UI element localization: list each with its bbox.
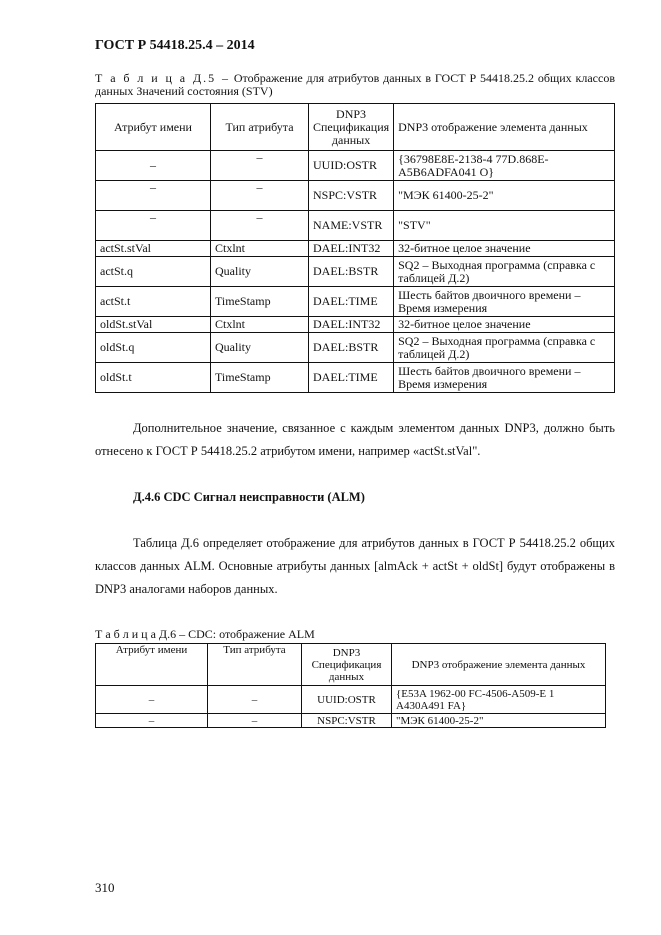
table-row [96,151,615,181]
table-cell: UUID:OSTR [309,151,394,181]
table-cell: DAEL:INT32 [309,241,394,257]
table-row [96,317,615,333]
table5-header-cell: Атрибут имени [96,104,211,151]
paragraph-table6-description: Таблица Д.6 определяет отображение для атрибутов данных в ГОСТ Р 54418.25.2 общих классов данных ALM. Основные атрибуты данных [almAck + actSt + oldSt] будут отображены в DNP3 аналогами наборов данных. [95,536,615,596]
table-cell: actSt.stVal [96,241,211,257]
table-cell: – [211,211,309,241]
table-row [96,287,615,317]
table-cell: oldSt.t [96,363,211,393]
table-cell: Quality [211,333,309,363]
table5-header-row [96,104,615,151]
table5-caption [95,72,615,98]
table6-header-cell: Атрибут имени [96,644,208,686]
table5-header-cell: Тип атрибута [211,104,309,151]
table-cell: Шесть байтов двоичного времени – Время измерения [394,287,615,317]
table-cell: – [96,211,211,241]
table-row [96,241,615,257]
table-cell: – [208,686,302,714]
table-row [96,333,615,363]
table-cell: {36798E8E-2138-4 77D.868E-A5B6ADFA041 O} [394,151,615,181]
table-row [96,686,606,714]
table-cell: Ctxlnt [211,317,309,333]
table6-header-row [96,644,606,686]
table-cell: TimeStamp [211,287,309,317]
table-cell: {E53A 1962-00 FC-4506-A509-E 1 A430A491 FA} [392,686,606,714]
paragraph-additional-value: Дополнительное значение, связанное с каждым элементом данных DNP3, должно быть отнесено к ГОСТ Р 54418.25.2 атрибутом имени, например «actSt.stVal". [95,421,615,458]
table-cell: UUID:OSTR [302,686,392,714]
table6-header-cell: DNP3 Спецификация данных [302,644,392,686]
table-cell: 32-битное целое значение [394,241,615,257]
table-row [96,211,615,241]
table-cell: "МЭК 61400-25-2" [394,181,615,211]
table-cell: oldSt.q [96,333,211,363]
table-cell: SQ2 – Выходная программа (справка с таблицей Д.2) [394,333,615,363]
table6-header-cell: DNP3 отображение элемента данных [392,644,606,686]
table-cell: Ctxlnt [211,241,309,257]
table-cell: DAEL:TIME [309,287,394,317]
table-cell: DAEL:BSTR [309,257,394,287]
table-cell: – [96,714,208,728]
table-cell: NAME:VSTR [309,211,394,241]
table-cell: "STV" [394,211,615,241]
table-row [96,257,615,287]
table-cell: SQ2 – Выходная программа (справка с таблицей Д.2) [394,257,615,287]
table-cell: NSPC:VSTR [309,181,394,211]
table6-header-cell: Тип атрибута [208,644,302,686]
table-cell: NSPC:VSTR [302,714,392,728]
table-cell: – [211,181,309,211]
table6-caption: Т а б л и ц а Д.6 – CDC: отображение ALM [95,627,315,641]
table-cell: Шесть байтов двоичного времени – Время измерения [394,363,615,393]
table-cell: "МЭК 61400-25-2" [392,714,606,728]
table-cell: – [211,151,309,181]
table-cell: 32-битное целое значение [394,317,615,333]
table-cell: Quality [211,257,309,287]
table5-caption-text: Отображение для атрибутов данных в ГОСТ Р 54418.25.2 общих классов данных Значений состояния (STV) [95,71,615,98]
table-cell: – [96,181,211,211]
table5-header-cell: DNP3 Спецификация данных [309,104,394,151]
table-cell: DAEL:TIME [309,363,394,393]
table-row [96,181,615,211]
table-cell: TimeStamp [211,363,309,393]
section-heading: Д.4.6 CDC Сигнал неисправности (ALM) [133,490,365,504]
document-header: ГОСТ Р 54418.25.4 – 2014 [95,38,255,53]
table-cell: DAEL:BSTR [309,333,394,363]
table5-caption-prefix: Т а б л и ц а Д.5 – [95,71,231,85]
table-cell: actSt.t [96,287,211,317]
page-number: 310 [95,880,115,895]
table-cell: – [96,686,208,714]
table-cell: oldSt.stVal [96,317,211,333]
table6 [95,643,606,728]
table-cell: – [96,151,211,181]
table5-header-cell: DNP3 отображение элемента данных [394,104,615,151]
table5 [95,103,615,393]
table-cell: – [208,714,302,728]
table-cell: actSt.q [96,257,211,287]
table-row [96,714,606,728]
table-row [96,363,615,393]
table-cell: DAEL:INT32 [309,317,394,333]
